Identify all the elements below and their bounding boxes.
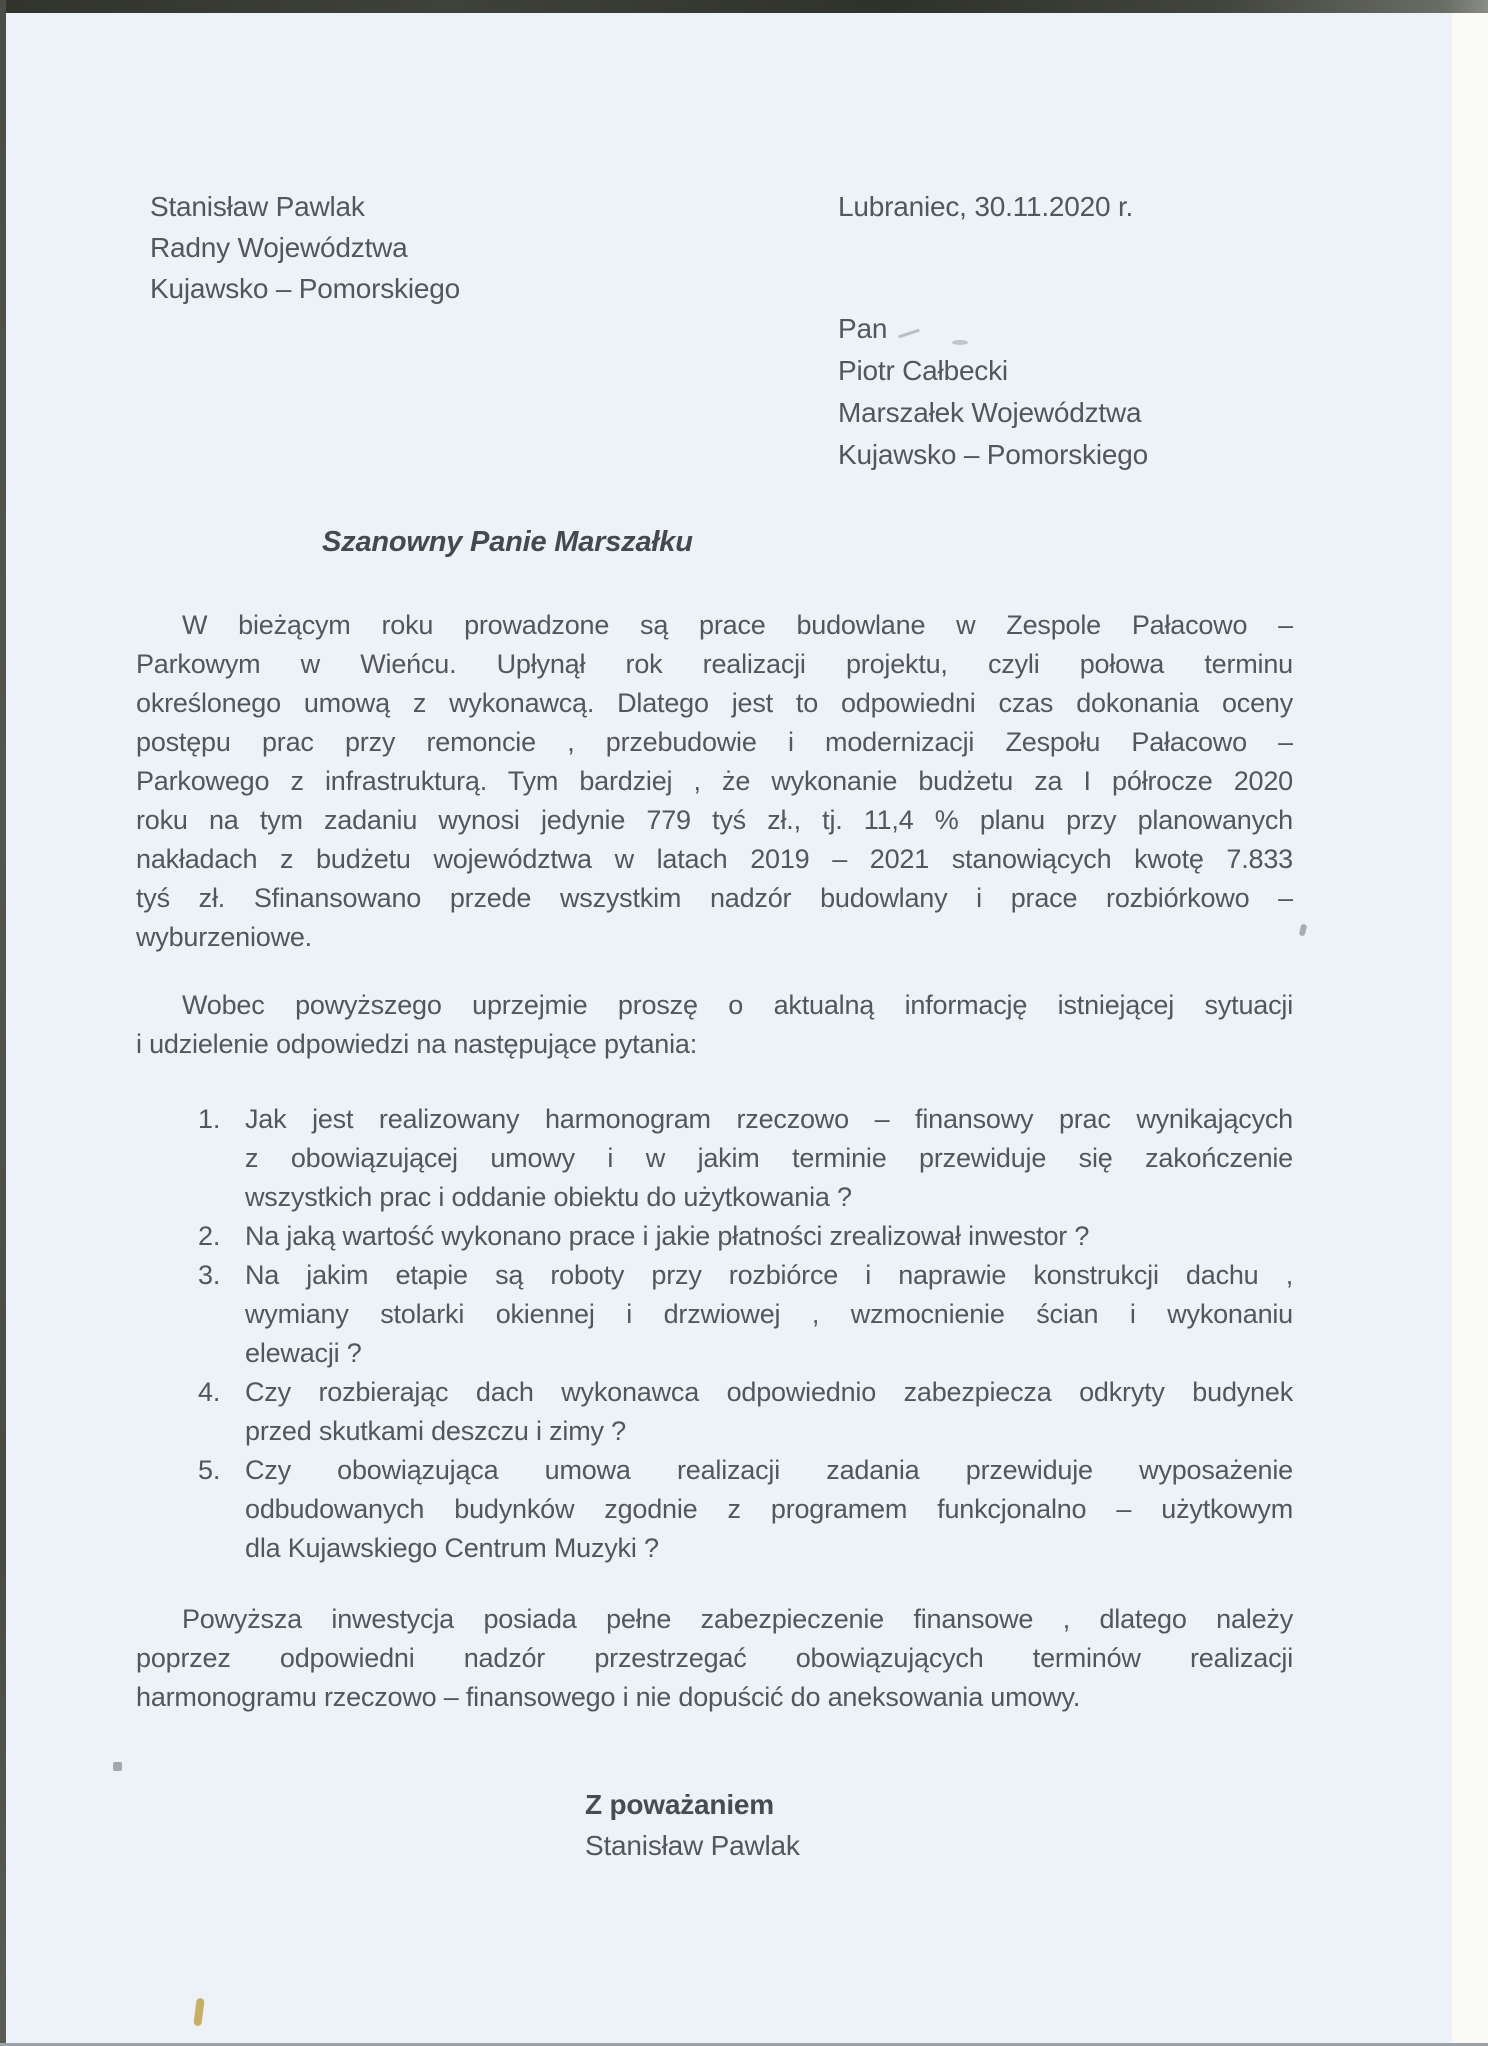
paragraph-line: harmonogramu rzeczowo – finansowego i nie dopuścić do aneksowania umowy. — [136, 1682, 1081, 1712]
recipient-name: Piotr Całbecki — [838, 355, 1008, 386]
sender-block — [150, 186, 580, 309]
question-line: Jak jest realizowany harmonogram rzeczowo – finansowy prac wynikających — [245, 1104, 1293, 1134]
question-line: Czy obowiązująca umowa realizacji zadania przewiduje wyposażenie — [245, 1455, 1293, 1485]
paragraph-line: Parkowego z infrastrukturą. Tym bardziej , że wykonanie budżetu za I półrocze 2020 — [136, 766, 1293, 796]
paragraph-line: określonego umową z wykonawcą. Dlatego jest to odpowiedni czas dokonania oceny — [136, 688, 1293, 718]
paragraph-line: W bieżącym roku prowadzone są prace budowlane w Zespole Pałacowo – — [182, 610, 1293, 640]
paragraph-line: i udzielenie odpowiedzi na następujące pytania: — [136, 1029, 698, 1059]
paragraph-line: nakładach z budżetu województwa w latach 2019 – 2021 stanowiących kwotę 7.833 — [136, 844, 1293, 874]
question-line: Na jaką wartość wykonano prace i jakie płatności zrealizował inwestor ? — [245, 1221, 1090, 1251]
scan-artifact — [1299, 923, 1308, 936]
paragraph-line: roku na tym zadaniu wynosi jedynie 779 tyś zł., tj. 11,4 % planu przy planowanych — [136, 805, 1293, 835]
question-line: odbudowanych budynków zgodnie z programem funkcjonalno – użytkowym — [245, 1494, 1293, 1524]
recipient-region: Kujawsko – Pomorskiego — [838, 439, 1148, 470]
closing-signature-name: Stanisław Pawlak — [585, 1830, 800, 1861]
recipient-honorific: Pan — [838, 313, 888, 344]
recipient-block — [838, 308, 1318, 476]
paragraph-line: Wobec powyższego uprzejmie proszę o aktualną informację istniejącej sytuacji — [182, 990, 1293, 1020]
question-item — [198, 1217, 1293, 1256]
date-line — [838, 186, 1338, 227]
paragraph-line: Powyższa inwestycja posiada pełne zabezpieczenie finansowe , dlatego należy — [182, 1604, 1293, 1634]
closing-phrase: Z poważaniem — [585, 1789, 774, 1820]
question-item: 3. Na jakim etapie są roboty przy rozbiórce i naprawie konstrukcji dachu , wymiany stolarki okiennej i drzwiowej , wzmocnienie ścian i wykonaniu elewacji ? — [245, 1256, 1293, 1373]
sender-title: Radny Województwa — [150, 232, 408, 263]
question-line: z obowiązującej umowy i w jakim terminie przewiduje się zakończenie — [245, 1143, 1293, 1173]
place-and-date: Lubraniec, 30.11.2020 r. — [838, 191, 1134, 222]
recipient-title: Marszałek Województwa — [838, 397, 1142, 428]
question-line: elewacji ? — [245, 1338, 362, 1368]
paragraph-2 — [136, 986, 1293, 1064]
scan-edge-top — [0, 0, 1488, 13]
paragraph-line: Parkowym w Wieńcu. Upłynął rok realizacji projektu, czyli połowa terminu — [136, 649, 1293, 679]
scan-edge-left — [0, 0, 6, 2046]
question-number: 2. — [198, 1221, 221, 1251]
scan-artifact — [113, 1762, 122, 1771]
scan-edge-right — [1452, 13, 1488, 2046]
paragraph-line: poprzez odpowiedni nadzór przestrzegać obowiązujących terminów realizacji — [136, 1643, 1293, 1673]
paragraph-line: postępu prac przy remoncie , przebudowie i modernizacji Zespołu Pałacowo – — [136, 727, 1293, 757]
question-line: dla Kujawskiego Centrum Muzyki ? — [245, 1533, 659, 1563]
question-item: 5. Czy obowiązująca umowa realizacji zadania przewiduje wyposażenie odbudowanych budynków zgodnie z programem funkcjonalno – użytkowym dla Kujawskiego Centrum Muzyki ? — [245, 1451, 1293, 1568]
question-line: Na jakim etapie są roboty przy rozbiórce i naprawie konstrukcji dachu , — [245, 1260, 1293, 1290]
paragraph-1 — [136, 606, 1293, 957]
paragraph-line: tyś zł. Sfinansowano przede wszystkim nadzór budowlany i prace rozbiórkowo – — [136, 883, 1293, 913]
question-item: 4. Czy rozbierając dach wykonawca odpowiednio zabezpiecza odkryty budynek przed skutkami deszczu i zimy ? — [245, 1373, 1293, 1451]
question-item: 1. Jak jest realizowany harmonogram rzeczowo – finansowy prac wynikających z obowiązującej umowy i w jakim terminie przewiduje się zakończenie wszystkich prac i oddanie obiektu do użytkowania ? — [245, 1100, 1293, 1217]
scan-artifact — [193, 1998, 204, 2027]
sender-name: Stanisław Pawlak — [150, 191, 365, 222]
question-list — [198, 1100, 1293, 1568]
question-line: przed skutkami deszczu i zimy ? — [245, 1416, 626, 1446]
paragraph-line: wyburzeniowe. — [136, 922, 312, 952]
question-line: Czy rozbierając dach wykonawca odpowiednio zabezpiecza odkryty budynek — [245, 1377, 1293, 1407]
sender-region: Kujawsko – Pomorskiego — [150, 273, 460, 304]
closing-block — [585, 1784, 1085, 1866]
salutation: Szanowny Panie Marszałku — [322, 526, 693, 558]
paragraph-3 — [136, 1600, 1293, 1717]
question-line: wszystkich prac i oddanie obiektu do użytkowania ? — [245, 1182, 852, 1212]
question-line: wymiany stolarki okiennej i drzwiowej , wzmocnienie ścian i wykonaniu — [245, 1299, 1293, 1329]
